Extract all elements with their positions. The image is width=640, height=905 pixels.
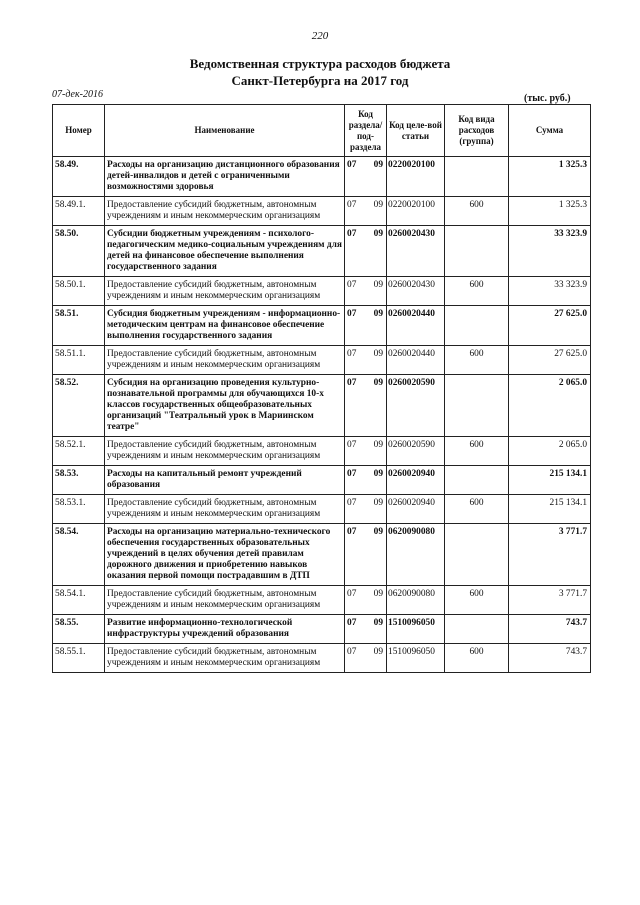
row-vr-code — [445, 157, 509, 197]
row-name: Предоставление субсидий бюджетным, автономным учреждениям и иным некоммерческим организациям — [105, 644, 345, 673]
row-subsection: 09 — [365, 644, 387, 673]
row-vr-code: 600 — [445, 277, 509, 306]
row-vr-code — [445, 615, 509, 644]
table-row — [53, 375, 591, 437]
row-name: Субсидии бюджетным учреждениям - психолого-педагогическим медико-социальным учреждениям для детей на финансовое обеспечение выполнения государственного задания — [105, 226, 345, 277]
title-line-1: Ведомственная структура расходов бюджета — [189, 56, 451, 71]
row-subsection: 09 — [365, 346, 387, 375]
row-subsection: 09 — [365, 615, 387, 644]
header-name: Наименование — [105, 105, 345, 157]
row-csr-code: 0620090080 — [387, 586, 445, 615]
row-section: 07 — [345, 495, 365, 524]
row-csr-code: 0260020440 — [387, 346, 445, 375]
table-row — [53, 157, 591, 197]
header-sum: Сумма — [509, 105, 591, 157]
header-section-code: Код раздела/ под-раздела — [345, 105, 387, 157]
row-section: 07 — [345, 586, 365, 615]
row-vr-code — [445, 306, 509, 346]
row-number: 58.49. — [53, 157, 105, 197]
row-sum: 743.7 — [509, 644, 591, 673]
row-sum: 27 625.0 — [509, 346, 591, 375]
row-vr-code: 600 — [445, 346, 509, 375]
row-subsection: 09 — [365, 197, 387, 226]
row-vr-code: 600 — [445, 437, 509, 466]
row-number: 58.52. — [53, 375, 105, 437]
row-number: 58.53. — [53, 466, 105, 495]
table-row — [53, 466, 591, 495]
row-name: Развитие информационно-технологической инфраструктуры учреждений образования — [105, 615, 345, 644]
table-row — [53, 277, 591, 306]
row-sum: 2 065.0 — [509, 437, 591, 466]
row-name: Расходы на организацию дистанционного образования детей-инвалидов и детей с ограниченными возможностями здоровья — [105, 157, 345, 197]
row-csr-code: 0260020940 — [387, 495, 445, 524]
table-row — [53, 586, 591, 615]
row-subsection: 09 — [365, 495, 387, 524]
row-name: Субсидия на организацию проведения культурно-познавательной программы для обучающихся 10-х классов государственных общеобразовательных организаций "Театральный урок в Мариинском театре" — [105, 375, 345, 437]
row-name: Субсидия бюджетным учреждениям - информационно-методическим центрам на финансовое обеспечение выполнения государственного задания — [105, 306, 345, 346]
row-subsection: 09 — [365, 306, 387, 346]
row-subsection: 09 — [365, 466, 387, 495]
row-section: 07 — [345, 524, 365, 586]
row-number: 58.53.1. — [53, 495, 105, 524]
row-section: 07 — [345, 157, 365, 197]
table-row — [53, 437, 591, 466]
row-section: 07 — [345, 226, 365, 277]
row-section: 07 — [345, 466, 365, 495]
row-subsection: 09 — [365, 524, 387, 586]
row-csr-code: 0260020430 — [387, 226, 445, 277]
row-vr-code — [445, 466, 509, 495]
row-vr-code: 600 — [445, 197, 509, 226]
row-sum: 33 323.9 — [509, 277, 591, 306]
row-subsection: 09 — [365, 586, 387, 615]
table-row — [53, 644, 591, 673]
row-vr-code — [445, 226, 509, 277]
row-vr-code — [445, 375, 509, 437]
row-csr-code: 0260020590 — [387, 375, 445, 437]
row-csr-code: 0260020590 — [387, 437, 445, 466]
row-name: Предоставление субсидий бюджетным, автономным учреждениям и иным некоммерческим организациям — [105, 495, 345, 524]
row-sum: 3 771.7 — [509, 586, 591, 615]
row-name: Предоставление субсидий бюджетным, автономным учреждениям и иным некоммерческим организациям — [105, 346, 345, 375]
document-date: 07-дек-2016 — [52, 89, 103, 100]
row-subsection: 09 — [365, 157, 387, 197]
row-subsection: 09 — [365, 226, 387, 277]
row-number: 58.52.1. — [53, 437, 105, 466]
row-number: 58.51. — [53, 306, 105, 346]
row-number: 58.50.1. — [53, 277, 105, 306]
row-csr-code: 0620090080 — [387, 524, 445, 586]
row-name: Предоставление субсидий бюджетным, автономным учреждениям и иным некоммерческим организациям — [105, 197, 345, 226]
table-row — [53, 495, 591, 524]
page-number: 220 — [311, 30, 329, 42]
row-csr-code: 0260020440 — [387, 306, 445, 346]
row-sum: 33 323.9 — [509, 226, 591, 277]
row-number: 58.54. — [53, 524, 105, 586]
row-section: 07 — [345, 277, 365, 306]
table-row — [53, 346, 591, 375]
row-sum: 2 065.0 — [509, 375, 591, 437]
table-row — [53, 524, 591, 586]
header-number: Номер — [53, 105, 105, 157]
header-vr-code: Код вида расходов (группа) — [445, 105, 509, 157]
row-sum: 215 134.1 — [509, 466, 591, 495]
row-csr-code: 1510096050 — [387, 644, 445, 673]
row-sum: 1 325.3 — [509, 197, 591, 226]
row-vr-code: 600 — [445, 586, 509, 615]
row-vr-code — [445, 524, 509, 586]
row-csr-code: 0220020100 — [387, 197, 445, 226]
table-row — [53, 226, 591, 277]
table-header-row — [53, 105, 591, 157]
row-sum: 27 625.0 — [509, 306, 591, 346]
row-csr-code: 0220020100 — [387, 157, 445, 197]
row-csr-code: 0260020940 — [387, 466, 445, 495]
table-row — [53, 197, 591, 226]
row-section: 07 — [345, 644, 365, 673]
row-csr-code: 1510096050 — [387, 615, 445, 644]
row-name: Расходы на капитальный ремонт учреждений образования — [105, 466, 345, 495]
header-csr-code: Код целе-вой статьи — [387, 105, 445, 157]
row-number: 58.51.1. — [53, 346, 105, 375]
table-body — [53, 157, 591, 673]
row-subsection: 09 — [365, 437, 387, 466]
table-row — [53, 306, 591, 346]
row-name: Расходы на организацию материально-технического обеспечения государственных образовательных учреждений в целях обучения детей правилам дорожного движения и приобретению навыков оказания первой помощи пострадавшим в ДТП — [105, 524, 345, 586]
row-number: 58.55.1. — [53, 644, 105, 673]
row-section: 07 — [345, 615, 365, 644]
row-number: 58.55. — [53, 615, 105, 644]
budget-table — [52, 104, 591, 673]
title-line-2: Санкт-Петербурга на 2017 год — [231, 73, 409, 88]
row-sum: 743.7 — [509, 615, 591, 644]
document-title — [0, 55, 640, 89]
row-name: Предоставление субсидий бюджетным, автономным учреждениям и иным некоммерческим организациям — [105, 437, 345, 466]
table-row — [53, 615, 591, 644]
row-section: 07 — [345, 197, 365, 226]
row-number: 58.50. — [53, 226, 105, 277]
row-vr-code: 600 — [445, 495, 509, 524]
row-section: 07 — [345, 375, 365, 437]
row-subsection: 09 — [365, 277, 387, 306]
row-sum: 215 134.1 — [509, 495, 591, 524]
row-name: Предоставление субсидий бюджетным, автономным учреждениям и иным некоммерческим организациям — [105, 277, 345, 306]
row-number: 58.54.1. — [53, 586, 105, 615]
row-section: 07 — [345, 346, 365, 375]
row-number: 58.49.1. — [53, 197, 105, 226]
row-section: 07 — [345, 306, 365, 346]
row-name: Предоставление субсидий бюджетным, автономным учреждениям и иным некоммерческим организациям — [105, 586, 345, 615]
row-sum: 1 325.3 — [509, 157, 591, 197]
row-section: 07 — [345, 437, 365, 466]
row-sum: 3 771.7 — [509, 524, 591, 586]
units-label: (тыс. руб.) — [524, 93, 571, 104]
row-vr-code: 600 — [445, 644, 509, 673]
row-subsection: 09 — [365, 375, 387, 437]
row-csr-code: 0260020430 — [387, 277, 445, 306]
